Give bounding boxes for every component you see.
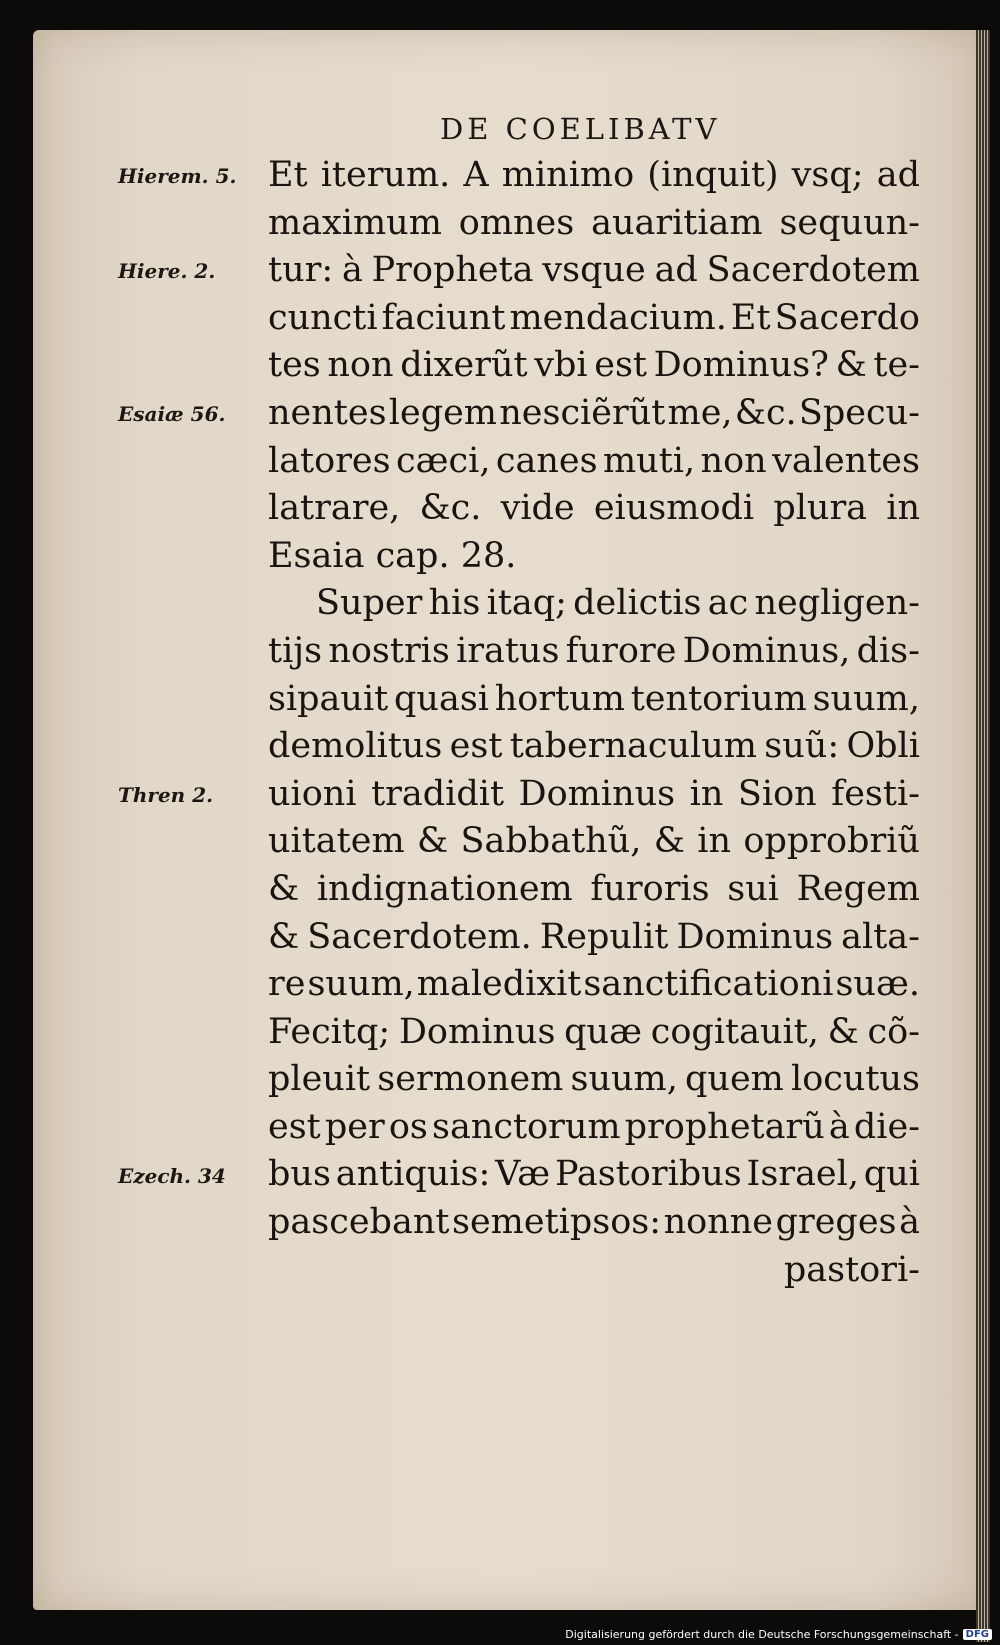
text-line	[268, 390, 920, 438]
text-line	[268, 152, 920, 200]
word: in	[689, 773, 724, 814]
word: Fecitq;	[268, 1011, 391, 1052]
margin-note: Hiere. 2.	[118, 259, 216, 284]
word: furoris	[590, 868, 710, 909]
word: est	[594, 345, 647, 386]
word: per	[324, 1106, 385, 1147]
word: te-	[873, 345, 920, 386]
word: hortum	[494, 678, 625, 719]
word: prophetarũ	[624, 1106, 825, 1147]
word: Dominus	[518, 773, 676, 814]
word: &	[417, 821, 449, 862]
word: suum,	[812, 678, 920, 719]
word: maximum	[268, 202, 442, 243]
word: pascebant	[268, 1202, 450, 1243]
word: ad	[876, 155, 920, 195]
word: &	[653, 821, 685, 862]
word: suæ.	[835, 964, 920, 1005]
word: Væ	[495, 1154, 551, 1195]
running-head: DE COELIBATV	[440, 112, 721, 146]
word: &	[835, 345, 867, 386]
word: vide	[500, 488, 575, 529]
word: Sacerdotem	[706, 250, 920, 291]
word: his	[428, 583, 481, 624]
word: cæci,	[396, 440, 491, 481]
page-edge	[976, 30, 990, 1642]
word: muti,	[602, 440, 696, 481]
word: est	[268, 1106, 321, 1147]
word: non	[327, 345, 394, 386]
word: &	[268, 868, 300, 909]
word: alta-	[841, 916, 920, 957]
word: tabernaculum	[509, 726, 757, 767]
word: 28.	[460, 535, 517, 576]
word: latores	[268, 440, 391, 481]
word: à	[341, 250, 363, 291]
word: latrare,	[268, 488, 401, 529]
word: furore	[565, 630, 677, 671]
text-line	[268, 771, 920, 819]
word: sermonem	[377, 1059, 564, 1100]
word: omnes	[458, 202, 575, 243]
word: Sacerdo	[774, 297, 920, 338]
text-line	[268, 533, 920, 581]
word: minimo	[501, 155, 635, 195]
text-line	[268, 676, 920, 724]
text-line	[268, 1056, 920, 1104]
text-line	[268, 628, 920, 676]
word: quasi	[394, 678, 489, 719]
text-line	[268, 1247, 920, 1295]
word: Sion	[737, 773, 817, 814]
word: non	[700, 440, 767, 481]
word: legem	[388, 392, 497, 433]
word: Obli	[846, 726, 920, 767]
word: nentes	[268, 392, 387, 433]
word: bus	[268, 1154, 331, 1195]
word: Propheta	[371, 250, 534, 291]
word: in	[886, 488, 920, 529]
text-line	[268, 723, 920, 771]
word: re	[268, 964, 306, 1005]
text-line	[268, 247, 920, 295]
word: Et	[268, 155, 308, 195]
word: uioni	[268, 773, 357, 814]
word: uitatem	[268, 821, 405, 862]
text-line	[268, 1009, 920, 1057]
word: cuncti	[268, 297, 378, 338]
word: eiusmodi	[593, 488, 755, 529]
word: vsque	[542, 250, 646, 291]
word: tijs	[268, 630, 323, 671]
word: Super	[316, 583, 423, 624]
word: vbi	[534, 345, 588, 386]
word: greges	[775, 1202, 897, 1243]
word: nesciẽrũt	[499, 392, 666, 433]
word: valentes	[772, 440, 920, 481]
text-line	[268, 1104, 920, 1152]
word: tur:	[268, 250, 334, 291]
word: sequun-	[779, 202, 920, 243]
word: tradidit	[371, 773, 505, 814]
word: &c.	[734, 392, 797, 433]
word: Et	[730, 297, 771, 338]
margin-note: Esaiæ 56.	[118, 402, 226, 426]
word: maledixit	[416, 964, 582, 1005]
word: &	[827, 1011, 859, 1052]
word: demolitus	[268, 726, 443, 767]
word: os	[388, 1106, 428, 1147]
word: semetipsos:	[452, 1202, 662, 1243]
word: cap.	[375, 535, 461, 576]
word: Esaia	[268, 535, 376, 576]
word: pleuit	[268, 1059, 371, 1100]
word: Israel,	[746, 1154, 859, 1195]
word: est	[449, 726, 503, 767]
word: sanctorum	[431, 1106, 621, 1147]
text-line	[268, 961, 920, 1009]
word: quæ	[564, 1011, 643, 1052]
word: A	[463, 155, 489, 195]
word: quem	[685, 1059, 784, 1100]
word: plura	[773, 488, 868, 529]
text-line	[268, 818, 920, 866]
word: à	[828, 1106, 850, 1147]
text-line	[268, 866, 920, 914]
word: mendacium.	[509, 297, 727, 338]
word: festi-	[831, 773, 920, 814]
word: Regem	[796, 868, 920, 909]
word: Specu-	[798, 392, 920, 433]
word: sanctificationi	[583, 964, 834, 1005]
word: dixerũt	[400, 345, 528, 386]
word: in	[697, 821, 731, 862]
word: Sacerdotem.	[307, 916, 532, 957]
word: vsq;	[791, 155, 864, 195]
text-line	[268, 200, 920, 248]
word: suum,	[307, 964, 415, 1005]
text-line	[268, 485, 920, 533]
word: suum,	[570, 1059, 678, 1100]
word: cogitauit,	[650, 1011, 819, 1052]
word: (inquit)	[647, 155, 779, 195]
word: nonne	[663, 1202, 774, 1243]
word: tentorium	[630, 678, 807, 719]
word: nostris	[328, 630, 450, 671]
word: opprobriũ	[743, 821, 920, 862]
word: sipauit	[268, 678, 389, 719]
word: indignationem	[316, 868, 573, 909]
word: Repulit	[539, 916, 669, 957]
word: Dominus	[398, 1011, 556, 1052]
word: me,	[667, 392, 733, 433]
word: locutus	[791, 1059, 920, 1100]
footer	[565, 1628, 992, 1641]
word: suũ:	[764, 726, 840, 767]
word: negligen-	[754, 583, 920, 624]
word: faciunt	[381, 297, 506, 338]
word: iratus	[456, 630, 560, 671]
word: tes	[268, 345, 321, 386]
footer-text: Digitalisierung gefördert durch die Deutsche Forschungsgemeinschaft -	[565, 1628, 959, 1641]
word: delictis	[573, 583, 702, 624]
word: pastori-	[783, 1249, 920, 1290]
text-line	[268, 1151, 920, 1199]
word: die-	[853, 1106, 920, 1147]
dfg-logo: DFG	[963, 1629, 992, 1640]
word: dis-	[856, 630, 920, 671]
word: sui	[727, 868, 779, 909]
word: auaritiam	[591, 202, 763, 243]
margin-note: Thren 2.	[118, 782, 214, 807]
text-line	[268, 438, 920, 486]
margin-note: Hierem. 5.	[118, 164, 237, 188]
word: ad	[654, 250, 698, 291]
word: qui	[863, 1154, 920, 1195]
word: Dominus,	[682, 630, 851, 671]
text-line	[268, 1199, 920, 1247]
word: Pastoribus	[554, 1154, 742, 1195]
word: &c.	[419, 488, 482, 529]
word: cõ-	[867, 1011, 920, 1052]
word: antiquis:	[335, 1154, 491, 1195]
text-line	[268, 342, 920, 390]
text-line	[268, 295, 920, 343]
word: Dominus?	[653, 345, 829, 386]
word: canes	[495, 440, 598, 481]
word: à	[899, 1202, 920, 1243]
text-line	[268, 914, 920, 962]
word: itaq;	[486, 583, 567, 624]
word: iterum.	[320, 155, 451, 195]
margin-note: Ezech. 34	[118, 1163, 226, 1188]
word: &	[268, 916, 300, 957]
text-line	[268, 580, 920, 628]
word: ac	[707, 583, 749, 624]
word: Dominus	[676, 916, 834, 957]
word: Sabbathũ,	[460, 821, 642, 862]
body-text	[268, 152, 920, 1294]
